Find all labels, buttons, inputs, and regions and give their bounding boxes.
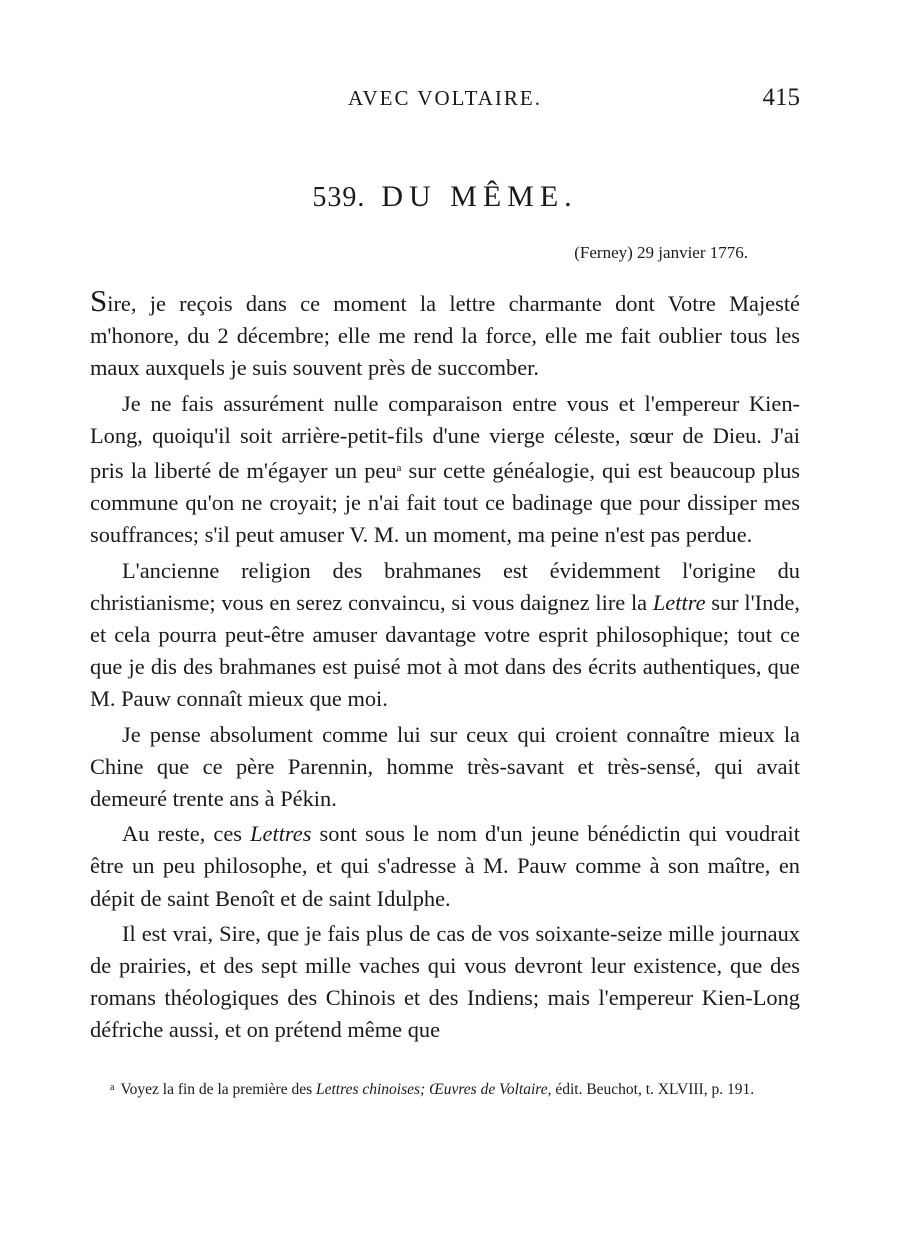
paragraph: Sire, je reçois dans ce moment la lettre charmante dont Votre Majesté m'honore, du 2 décembre; elle me rend la force, elle me fait oublier tous les maux auxquels je suis souvent près de succomber. xyxy=(90,283,800,381)
dateline: (Ferney) 29 janvier 1776. xyxy=(574,243,748,262)
paragraph: Je pense absolument comme lui sur ceux qui croient connaître mieux la Chine que ce père Parennin, homme très-savant et très-sensé, qui avait demeuré trente ans à Pékin. xyxy=(90,721,800,812)
letter-number: 539. xyxy=(312,182,366,213)
paragraph: Je ne fais assurément nulle comparaison entre vous et l'empereur Kien-Long, quoiqu'il soit arrière-petit-fils d'une vierge céleste, sœur de Dieu. J'ai pris la liberté de m'égayer un peu$^a$ sur cette généalogie, qui est beaucoup plus commune qu'on ne croyait; je n'ai fait tout ce badinage que pour dissiper mes souffrances; s'il peut amuser V. M. un moment, ma peine n'est pas perdue. xyxy=(90,390,800,548)
italic-title: Lettres xyxy=(250,821,312,847)
running-head xyxy=(0,86,900,116)
footnote: $^a$ Voyez la fin de la première des Lettres chinoises; Œuvres de Voltaire, édit. Beuchot, t. XLVIII, p. 191. xyxy=(110,1081,755,1098)
footnotes xyxy=(90,1075,800,1102)
footnote-italic: Lettres chinoises; Œuvres de Voltaire, xyxy=(316,1081,552,1098)
paragraph: Il est vrai, Sire, que je fais plus de cas de vos soixante-seize mille journaux de prairies, et des sept mille vaches qui vous devront leur existence, que des romans théologiques des Chinois et des Indiens; mais l'empereur Kien-Long défriche aussi, et on prétend même que xyxy=(90,920,800,1043)
letter-title: DU MÊME. xyxy=(381,180,578,213)
letter-body xyxy=(90,285,800,1050)
paragraph: Au reste, ces Lettres sont sous le nom d'un jeune bénédictin qui voudrait être un peu philosophe, et qui s'adresse à M. Pauw comme à son maître, en dépit de saint Benoît et de saint Idulphe. xyxy=(90,821,800,911)
page-number: 415 xyxy=(762,84,800,111)
footnote-ref: a xyxy=(396,462,402,475)
running-title: AVEC VOLTAIRE. xyxy=(348,86,542,110)
paragraph: L'ancienne religion des brahmanes est évidemment l'origine du christianisme; vous en serez convaincu, si vous daignez lire la Lettre sur l'Inde, et cela pourra peut-être amuser davantage votre esprit philosophique; tout ce que je dis des brahmanes est puisé mot à mot dans des écrits authentiques, que M. Pauw connaît mieux que moi. xyxy=(90,557,800,712)
footnote-marker: a xyxy=(110,1082,115,1093)
italic-title: Lettre xyxy=(652,589,706,615)
letter-heading xyxy=(0,180,890,214)
